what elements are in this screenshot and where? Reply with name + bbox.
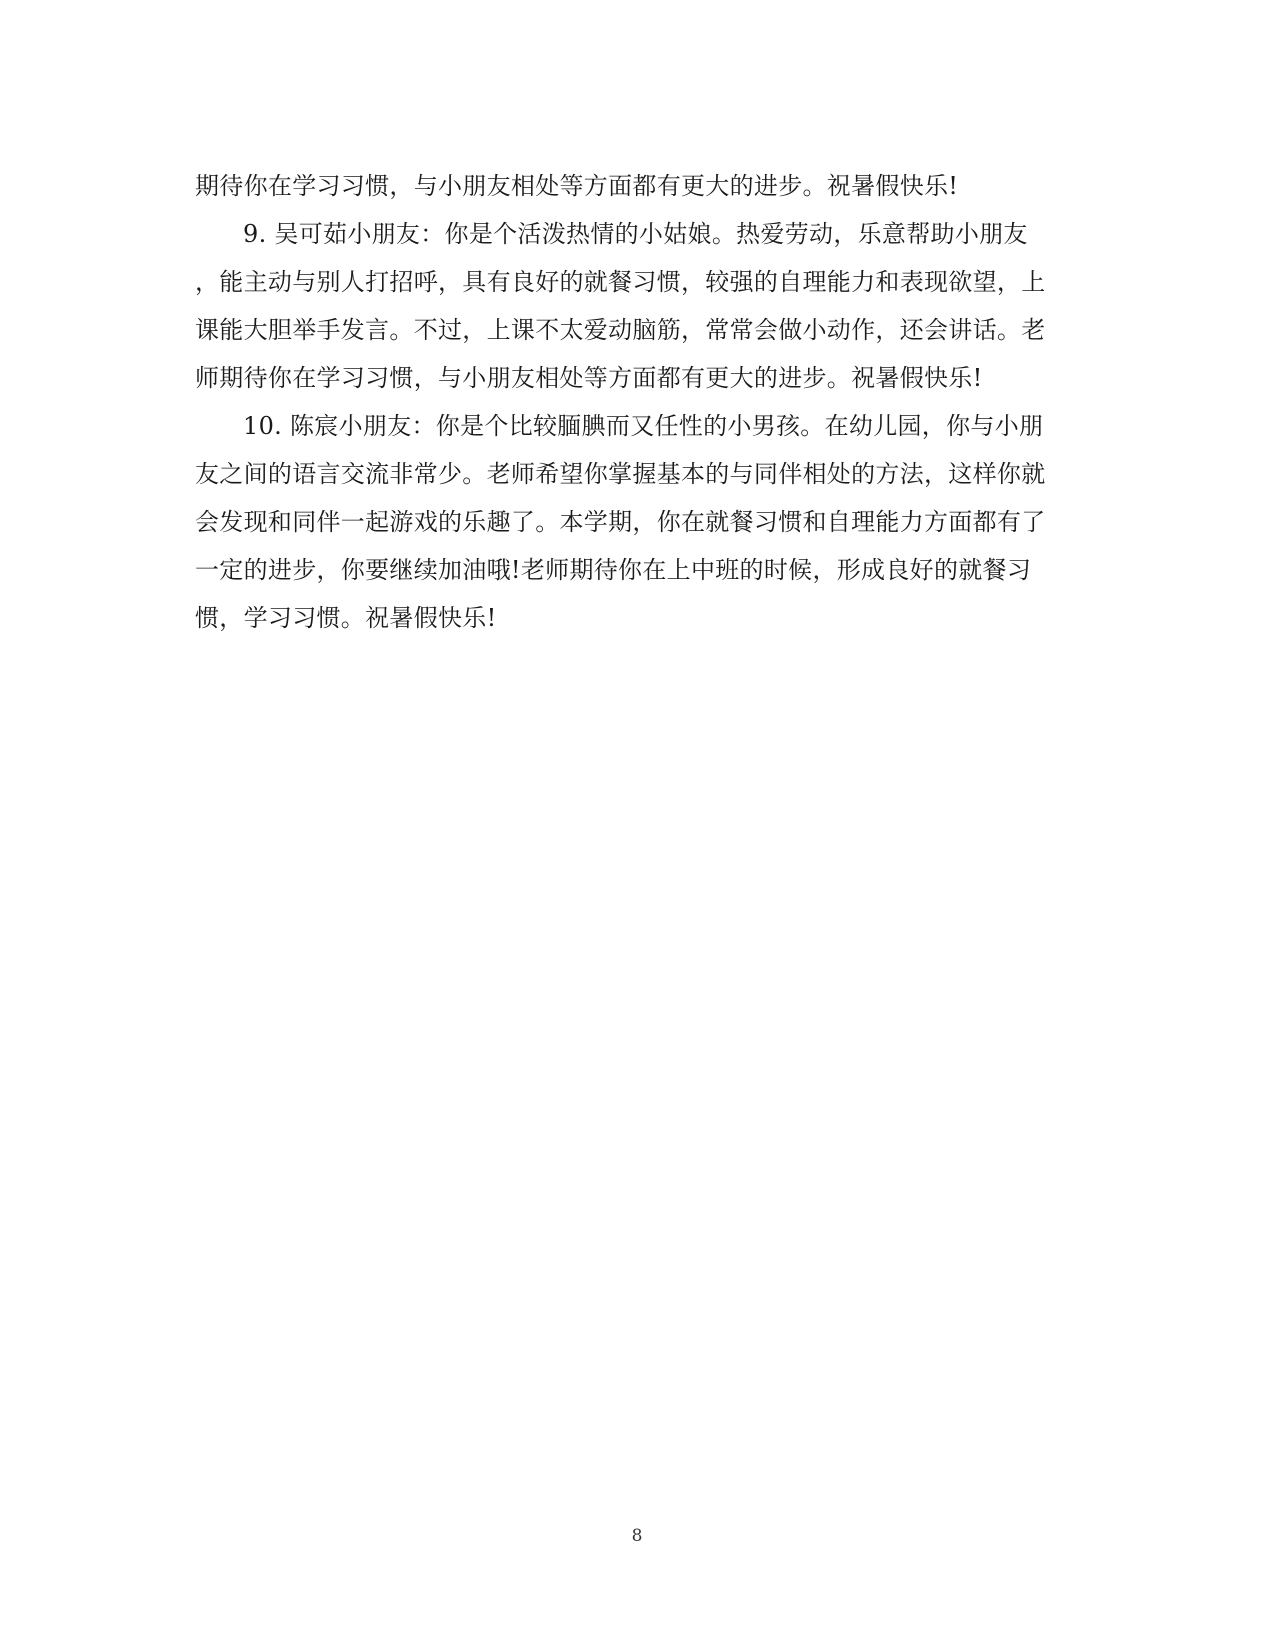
paragraph-item-10 — [195, 402, 1075, 642]
paragraph-line: 9. 吴可茹小朋友：你是个活泼热情的小姑娘。热爱劳动，乐意帮助小朋友 — [243, 220, 1028, 248]
paragraph-line: 惯，学习习惯。祝暑假快乐! — [195, 604, 497, 632]
page-number: 8 — [631, 1526, 643, 1546]
paragraph-line: 期待你在学习习惯，与小朋友相处等方面都有更大的进步。祝暑假快乐! — [195, 172, 959, 200]
paragraph-line: 师期待你在学习习惯，与小朋友相处等方面都有更大的进步。祝暑假快乐! — [195, 364, 983, 392]
paragraph-item-9 — [195, 210, 1075, 402]
paragraph-continuation — [195, 162, 1075, 210]
document-body — [195, 162, 1075, 642]
paragraph-line: 友之间的语言交流非常少。老师希望你掌握基本的与同伴相处的方法，这样你就 — [195, 460, 1046, 488]
paragraph-line: 会发现和同伴一起游戏的乐趣了。本学期，你在就餐习惯和自理能力方面都有了 — [195, 508, 1046, 536]
paragraph-line: 课能大胆举手发言。不过，上课不太爱动脑筋，常常会做小动作，还会讲话。老 — [195, 316, 1046, 344]
paragraph-line: ，能主动与别人打招呼，具有良好的就餐习惯，较强的自理能力和表现欲望，上 — [195, 268, 1046, 296]
paragraph-line: 一定的进步，你要继续加油哦!老师期待你在上中班的时候，形成良好的就餐习 — [195, 556, 1032, 584]
paragraph-line: 10. 陈宸小朋友：你是个比较腼腆而又任性的小男孩。在幼儿园，你与小朋 — [243, 412, 1044, 440]
